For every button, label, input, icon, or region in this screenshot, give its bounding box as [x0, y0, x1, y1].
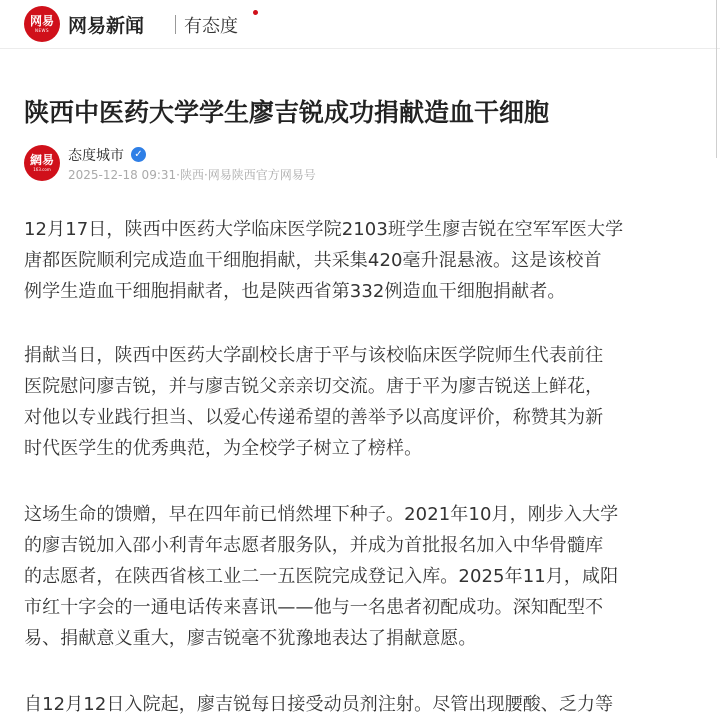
slogan-dot-icon — [253, 10, 258, 15]
scrollbar-edge — [716, 0, 717, 158]
paragraph-1 — [24, 214, 700, 307]
paragraph-line: 自12月12日入院起，廖吉锐每日接受动员剂注射。尽管出现腰酸、乏力等 — [24, 694, 614, 715]
avatar-subtext: 163.com — [33, 167, 51, 172]
avatar-text: 網易 — [29, 153, 54, 167]
paragraph-line: 这场生命的馈赠，早在四年前已悄然埋下种子。2021年10月，刚步入大学 — [24, 504, 619, 525]
paragraph-line: 易、捐献意义重大，廖吉锐毫不犹豫地表达了捐献意愿。 — [24, 628, 477, 649]
brand-slogan: 有态度 — [184, 16, 238, 37]
paragraph-line: 例学生造血干细胞捐献者，也是陕西省第332例造血干细胞捐献者。 — [24, 281, 566, 302]
verified-check-icon: ✓ — [131, 147, 146, 162]
brand-name[interactable]: 网易新闻 — [68, 15, 145, 37]
paragraph-2 — [24, 340, 700, 464]
author-avatar[interactable] — [24, 145, 60, 181]
paragraph-4 — [24, 689, 700, 720]
paragraph-line: 捐献当日，陕西中医药大学副校长唐于平与该校临床医学院师生代表前往 — [24, 345, 604, 366]
paragraph-line: 的廖吉锐加入邵小利青年志愿者服务队，并成为首批报名加入中华骨髓库 — [24, 535, 604, 556]
paragraph-line: 医院慰问廖吉锐，并与廖吉锐父亲亲切交流。唐于平为廖吉锐送上鲜花， — [24, 376, 604, 397]
paragraph-line: 的志愿者，在陕西省核工业二一五医院完成登记入库。2025年11月，咸阳 — [24, 566, 619, 587]
logo-text: 网易 — [29, 14, 54, 28]
top-bar — [0, 0, 720, 49]
paragraph-line: 时代医学生的优秀典范，为全校学子树立了榜样。 — [24, 438, 423, 459]
logo-subtext: NEWS — [34, 28, 49, 33]
article-title: 陕西中医药大学学生廖吉锐成功捐献造血干细胞 — [24, 97, 550, 127]
paragraph-3 — [24, 499, 700, 654]
netease-logo[interactable] — [24, 6, 60, 42]
paragraph-line: 唐都医院顺利完成造血干细胞捐献，共采集420毫升混悬液。这是该校首 — [24, 250, 602, 271]
author-name[interactable]: 态度城市 — [68, 148, 124, 164]
article-meta: 2025-12-18 09:31·陕西·网易陕西官方网易号 — [68, 168, 316, 182]
paragraph-line: 市红十字会的一通电话传来喜讯——他与一名患者初配成功。深知配型不 — [24, 597, 604, 618]
paragraph-line: 对他以专业践行担当、以爱心传递希望的善举予以高度评价，称赞其为新 — [24, 407, 604, 428]
header-divider — [175, 15, 176, 34]
paragraph-line: 12月17日，陕西中医药大学临床医学院2103班学生廖吉锐在空军军医大学 — [24, 219, 624, 240]
